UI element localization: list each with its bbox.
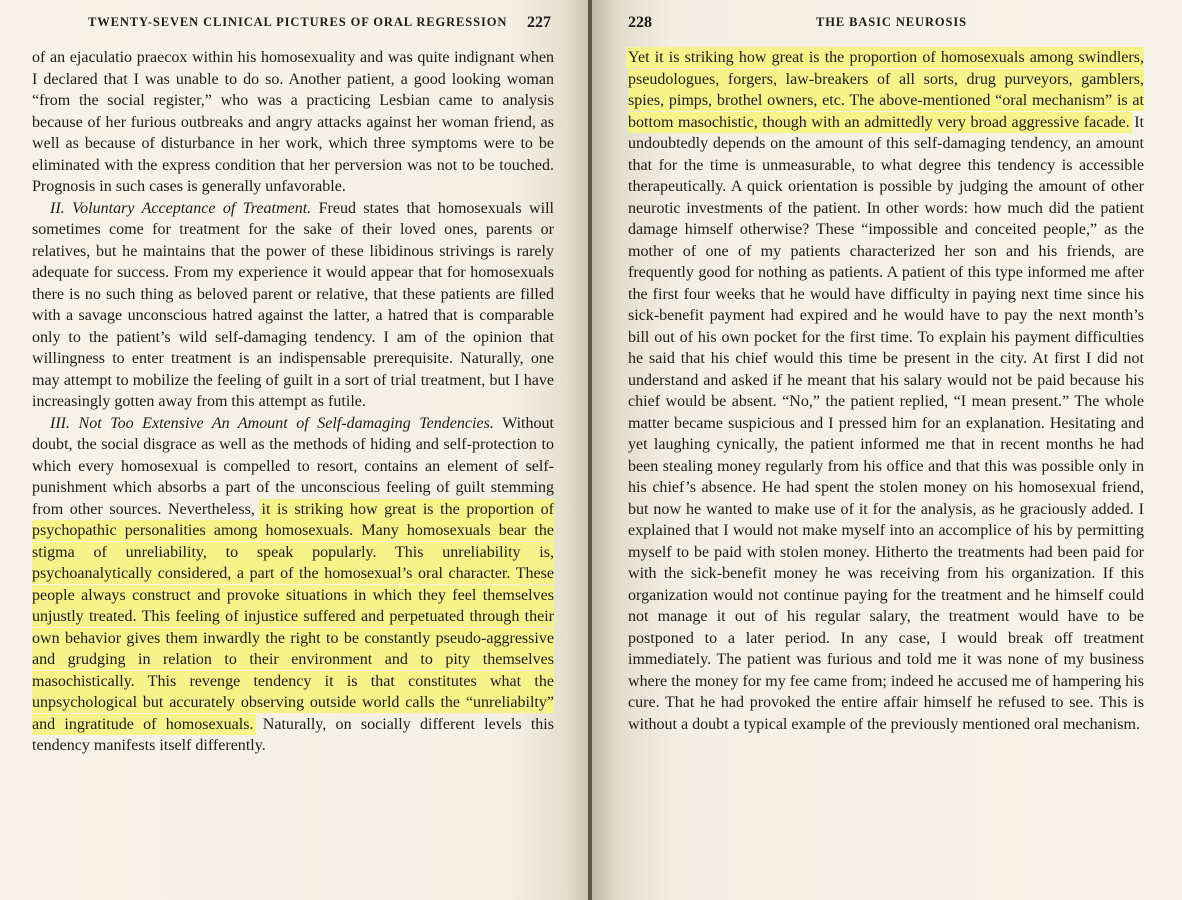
right-page bbox=[592, 0, 1182, 900]
left-paragraph-2 bbox=[32, 198, 554, 413]
right-paragraph-text: It undoubtedly depends on the amount of this self-damaging tendency, an amount that for the time is unmeasurable, to what degree this tendency is accessible therapeutically. A quick orientation is possible by judging the amount of other neurotic investments of the patient. In other words: how much did the patient damage himself otherwise? These “impossible and conceited people,” as the mother of one of my patients characterized her son and his friends, are frequently good for nothing as patients. A patient of this type informed me after the first four weeks that he would have difficulty in paying next time since his sick-benefit payment had expired and he would have to pay the next month’s bill out of his own pocket for the first time. To explain his payment difficulties he said that his chief would this time be present in the city. At first I did not understand and asked if he meant that his salary would not be paid because his chief would be absent. “No,” the patient replied, “I mean present.” The whole matter became suspicious and I pressed him for an explanation. Hesitating and yet laughing cynically, the patient informed me that in recent months he had been stealing money regularly from his office and that this was possible only in his chief’s absence. He had spent the stolen money on his homosexual friend, but now he wanted to make use of it for the analysis, as he graciously added. I explained that I would not make myself into an accomplice of his by permitting myself to be paid with stolen money. Hitherto the treatments had been paid for with the sick-benefit money he was receiving from his organization. If this organization would not continue paying for the treatment and he himself could not manage it out of his regular salary, the treatment would have to be postponed to a later period. In any case, I would break off treatment immediately. The patient was furious and told me it was none of my business where the money for my fee came from; indeed he accused me of hampering his cure. That he had provoked the entire affair himself he refused to see. This is without a doubt a typical example of the previously mentioned oral mechanism. bbox=[628, 113, 1144, 733]
section-heading-iii: III. Not Too Extensive An Amount of Self-damaging Tendencies. bbox=[50, 414, 494, 432]
left-page-number: 227 bbox=[527, 14, 551, 31]
left-paragraph-2-text: Freud states that homosexuals will sometimes come for treatment for the sake of their loved ones, parents or relatives, but he maintains that the power of these libidinous strivings is rarely adequate for success. From my experience it would appear that for homosexuals there is no such thing as beloved parent or relative, that these patients are filled with a savage unconscious hatred against the latter, a hatred that is comparable only to the patient’s wild self-damaging tendency. I am of the opinion that willingness to enter treatment is an indispensable prerequisite. Naturally, one may attempt to mobilize the feeling of guilt in a sort of trial treatment, but I have increasingly gotten away from this attempt as futile. bbox=[32, 199, 554, 410]
left-page-body bbox=[32, 47, 554, 757]
right-paragraph bbox=[628, 47, 1144, 735]
left-paragraph-3-end: Naturally, on socially different levels this tendency manifests itself differently. bbox=[32, 715, 554, 754]
right-page-body bbox=[628, 47, 1144, 735]
left-paragraph-3-text: Without doubt, the social disgrace as well as the methods of hiding and self-protection to which every homosexual is compelled to resort, contains an element of self-punishment which absorbs a part of the unconscious feeling of guilt stemming from other sources. Nevertheless, bbox=[32, 414, 554, 518]
section-heading-ii: II. Voluntary Acceptance of Treatment. bbox=[50, 199, 312, 217]
right-highlighted-passage: Yet it is striking how great is the proportion of homosexuals among swindlers, pseudologues, forgers, law-breakers of all sorts, drug purveyors, gamblers, spies, pimps, brothel owners, etc. The above-mentioned “oral mechanism” is at bottom masochistic, though with an admittedly very broad aggressive facade. bbox=[628, 49, 1144, 131]
right-page-number: 228 bbox=[628, 14, 652, 31]
left-running-title: TWENTY-SEVEN CLINICAL PICTURES OF ORAL REGRESSION bbox=[88, 15, 508, 29]
left-paragraph-3 bbox=[32, 413, 554, 757]
left-highlighted-passage: it is striking how great is the proportion of psychopathic personalities among homosexuals. Many homosexuals bear the stigma of unreliability, to speak popularly. This unreliability is, psychoanalytically considered, a part of the homosexual’s oral character. These people always construct and provoke situations in which they feel themselves unjustly treated. This feeling of injustice suffered and perpetuated through their own behavior gives them inwardly the right to be constantly pseudo-aggressive and grudging in relation to their environment and to pity themselves masochistically. This revenge tendency it is that constitutes what the unpsychological but accurately observing outside world calls the “unreliabilty” and ingratitude of homosexuals. bbox=[32, 500, 554, 733]
right-running-title: THE BASIC NEUROSIS bbox=[816, 15, 967, 29]
left-paragraph-1: of an ejaculatio praecox within his homosexuality and was quite indignant when I declared that I was unable to do so. Another patient, a good looking woman “from the social register,” who was a practicing Lesbian came to analysis because of her furious outbreaks and angry attacks against her woman friend, as well as because of disturbance in her work, which three symptoms were to be eliminated with the express condition that her perversion was not to be touched. Prognosis in such cases is generally unfavorable. bbox=[32, 49, 554, 195]
left-page bbox=[0, 0, 590, 900]
